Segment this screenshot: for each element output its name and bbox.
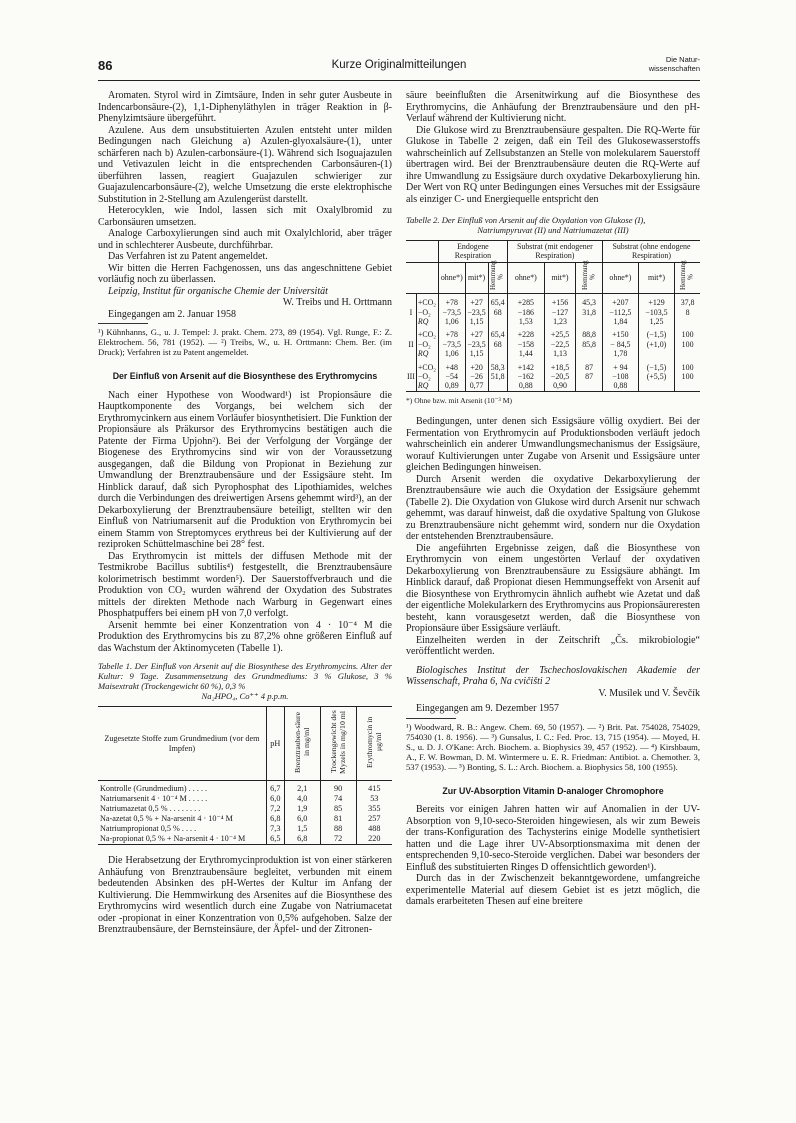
table1-cell: 7,3 bbox=[266, 824, 284, 834]
table1-cell: 6,5 bbox=[266, 834, 284, 845]
table2-cell: 65,4 bbox=[488, 326, 507, 339]
table-row bbox=[98, 834, 392, 845]
journal-name bbox=[649, 56, 700, 73]
table1-cell: 53 bbox=[356, 794, 392, 804]
table-row bbox=[406, 294, 700, 308]
table2-sub-header: ohne*) bbox=[507, 262, 544, 293]
affiliation-2: Biologisches Institut der Tschechoslovakischen Akademie der Wissenschaft, Praha 6, Na cvičišti 2 bbox=[406, 664, 700, 688]
table2-cell bbox=[488, 317, 507, 326]
table1-cell: 85 bbox=[320, 804, 356, 814]
table1-header-brenztrauben: Brenztrauben-säure in mg/ml bbox=[293, 711, 312, 773]
table1-cell: 257 bbox=[356, 814, 392, 824]
paragraph-bitten: Wir bitten die Herren Fachgenossen, uns das angeschnittene Gebiet vorläufig noch zu überlassen. bbox=[98, 262, 392, 285]
table2-cell: +25,5 bbox=[544, 326, 575, 339]
right-column bbox=[406, 90, 700, 908]
table2-cell: RQ bbox=[416, 381, 438, 391]
table2-header-endogene: Endogene Respiration bbox=[438, 241, 507, 263]
table2-caption bbox=[406, 215, 700, 235]
table2-sub-header-row bbox=[406, 262, 700, 293]
footnote-rule bbox=[406, 718, 456, 719]
table2-sub-header: mit*) bbox=[638, 262, 674, 293]
table2-cell: −73,5 bbox=[438, 308, 465, 317]
table1-header-ph: pH bbox=[266, 707, 284, 781]
left-column bbox=[98, 90, 392, 936]
table1-cell: 488 bbox=[356, 824, 392, 834]
table1-cell: 7,2 bbox=[266, 804, 284, 814]
table2-cell: 85,8 bbox=[576, 340, 603, 349]
table2-cell: 100 bbox=[675, 359, 700, 372]
table2-cell bbox=[488, 349, 507, 358]
paragraph-r3: Bedingungen, unter denen sich Essigsäure völlig oxydiert. Bei der Fermentation von Erythromycin auf Produktionsboden verläuft jedoch wahrscheinlich ein anderer Umwandlungsmechanismus der Essigsäure, worauf Kultivierungen unter Zugabe von Arsenit und Essigsäure unter gleichen Bedingungen hinweisen. bbox=[406, 416, 700, 474]
table2-sub-header: Hemmung % bbox=[489, 260, 505, 290]
paragraph-e3: Arsenit hemmte bei einer Konzentration von 4 · 10⁻⁴ M die Produktion des Erythromycins bis zu 87,2% ohne größeren Einfluß auf das Wachstum der Aktinomyceten (Tabelle 1). bbox=[98, 619, 392, 654]
table-row bbox=[406, 372, 700, 381]
table2-cell: −23,5 bbox=[465, 340, 488, 349]
table2-cell: +228 bbox=[507, 326, 544, 339]
table2-cell: +78 bbox=[438, 326, 465, 339]
table1-cell: 81 bbox=[320, 814, 356, 824]
table2-cell: −186 bbox=[507, 308, 544, 317]
table2-cell: (+5,5) bbox=[638, 372, 674, 381]
table2-cell: 1,06 bbox=[438, 317, 465, 326]
table2-cell bbox=[576, 381, 603, 391]
table2-caption-line2: Natriumpyruvat (II) und Natriumazetat (III) bbox=[477, 225, 629, 235]
paragraph-e2: Das Erythromycin ist mittels der diffusen Methode mit der Testmikrobe Bacillus subtilis⁴) festgestellt, die Brenztraubensäure kolorimetrisch bestimmt worden⁵). Der Sauerstoffverbrauch und die Produktion von CO₂ wurden während der Oxydation des Substrates mittels der direkten Methode nach Warburg in Gegenwart eines Phosphatpuffers bei einem pH von 7,0 verfolgt. bbox=[98, 550, 392, 619]
paragraph-azulene: Azulene. Aus dem unsubstituierten Azulen entsteht unter milden Bedingungen nach Gleichung a) Azulen-glyoxalsäure-(1), unter schärferen nach b) Azulen-carbonsäure-(1). Während sich Isoguajazulen und Vetivazulen leicht in die entsprechenden Carbonsäuren-(1) überführen lassen, reagiert Guajazulen schwieriger zur Guajazulencarbonsäure-(2), welche Umsetzung die erste elektrophische Substitution in 2-Stellung am Azulengerüst darstellt. bbox=[98, 124, 392, 205]
paragraph-analoge: Analoge Carboxylierungen sind auch mit Oxalylchlorid, aber träger und in schlechterer Ausbeute, durchführbar. bbox=[98, 228, 392, 251]
table2-sub-header: Hemmung % bbox=[679, 260, 695, 290]
table2-cell: RQ bbox=[416, 349, 438, 358]
table2-cell: 0,88 bbox=[602, 381, 638, 391]
table1-cell: 2,1 bbox=[284, 781, 320, 795]
table1-cell: Na-azetat 0,5 % + Na-arsenit 4 · 10⁻⁴ M bbox=[100, 814, 233, 823]
table2-cell bbox=[638, 349, 674, 358]
page-header bbox=[98, 55, 700, 78]
paragraph-r5: Die angeführten Ergebnisse zeigen, daß die Biosynthese von Erythromycin von einem ungestörten Verlauf der oxydativen Dekarboxylierung von Brenztraubensäure zu Essigsäure abhängt. Im Hinblick darauf, daß Propionat diesen Hemmungseffekt von Arsenit auf die Biosynthese von Erythromycin ähnlich aufhebt wie Azetat und daß der eigentliche Molekularkern des Erythromycins aus Propionsäureresten besteht, kann vorausgesetzt werden, daß die Biosynthese von Propionsäure über Essigsäure verläuft. bbox=[406, 542, 700, 635]
table1-header-stoffe: Zugesetzte Stoffe zum Grundmedium (vor dem Impfen) bbox=[98, 707, 266, 781]
paragraph-e4: Die Herabsetzung der Erythromycinproduktion ist von einer stärkeren Anhäufung von Brenztraubensäure begleitet, verbunden mit einem bedeutenden Absinken des pH-Wertes der Kultur im Anfang der Kultivierung. Die Hemmwirkung des Arsenites auf die Biosynthese des Erythromycins wird wesentlich durch eine Zugabe von Natriumacetat oder -propionat in einer Konzentration von 0,5% aufgehoben. Salze der Brenztraubensäure, der Bernsteinsäure, der Äpfel- und der Zitronen- bbox=[98, 855, 392, 935]
table1-cell: 1,9 bbox=[284, 804, 320, 814]
table2-cell: −127 bbox=[544, 308, 575, 317]
table-row bbox=[98, 824, 392, 834]
page-number: 86 bbox=[98, 58, 113, 73]
table1-cell: 220 bbox=[356, 834, 392, 845]
table2-cell: + 94 bbox=[602, 359, 638, 372]
authors-1: W. Treibs und H. Orttmann bbox=[282, 297, 392, 308]
table2-cell: +48 bbox=[438, 359, 465, 372]
table2-cell: +27 bbox=[465, 326, 488, 339]
table2-group-label: III bbox=[407, 372, 415, 382]
table2-cell: +CO₂ bbox=[416, 294, 438, 308]
table2-cell: −23,5 bbox=[465, 308, 488, 317]
table2-cell: −162 bbox=[507, 372, 544, 381]
table2-cell: 0,77 bbox=[465, 381, 488, 391]
table2-cell: 51,8 bbox=[488, 372, 507, 381]
table1-cell: Na-propionat 0,5 % + Na-arsenit 4 · 10⁻⁴ M bbox=[100, 834, 246, 843]
table1-cell: 355 bbox=[356, 804, 392, 814]
table2-cell: 8 bbox=[675, 308, 700, 317]
table1-cell: 6,0 bbox=[266, 794, 284, 804]
table2-cell: 1,15 bbox=[465, 317, 488, 326]
table1-cell: 6,8 bbox=[284, 834, 320, 845]
table2-cell: 87 bbox=[576, 372, 603, 381]
table2-group-label: I bbox=[409, 307, 413, 317]
paragraph-r2: Die Glukose wird zu Brenztraubensäure gespalten. Die RQ-Werte für Glukose in Tabelle 2 zeigen, daß ein Teil des Glukosewasserstoffs wahrscheinlich auf Zellsubstanzen an Stelle von molekularem Sauerstoff übertragen wird. Bei der Brenztraubensäure deuten die RQ-Werte auf ihre Umwandlung zu Essigsäure durch oxydative Dekarboxylierung hin. Der Wert von RQ unter Bedingungen eines Versuches mit der Essigsäure als einziger C- und Energiequelle entspricht den bbox=[406, 124, 700, 205]
table1-cell: 72 bbox=[320, 834, 356, 845]
table2-header-substrat-mit: Substrat (mit endogener Respiration) bbox=[507, 241, 602, 263]
footnotes-2: ¹) Woodward, R. B.: Angew. Chem. 69, 50 (1957). — ²) Brit. Pat. 754028, 754029, 754030 (1. 8. 1956). — ³) Gunsalus, I. C.: Fed. Proc. 13, 715 (1954). — Moyed, H. S., u. D. J. O'Kane: Arch. Biochem. a. Biophysics 39, 457 (1952). — ⁴) Kirshbaum, A., F. W. Bowman, D. M. Wintermere u. E. R. Friedman: Antibiot. a. Chemother. 3, 537 (1953). — ⁵) Bonting, S. L.: Arch. Biochem. a. Biophysics 58, 100 (1955). bbox=[406, 721, 700, 772]
table-row bbox=[406, 359, 700, 372]
footnote-rule bbox=[98, 323, 148, 324]
table2-sub-header: ohne*) bbox=[438, 262, 465, 293]
table2-cell: −O₂ bbox=[416, 372, 438, 381]
table1 bbox=[98, 706, 392, 845]
paragraph-e1: Nach einer Hypothese von Woodward¹) ist Propionsäure die Hauptkomponente des Vorgangs, bei welchem sich der Erythromycinkern aus einem Vorläufer biosynthetisiert. Die Funktion der Propionsäure als Präkursor des Erythromycins bestätigen auch die Patente der Firma Upjohn²). Bei der Verfolgung der Vorgänge der Biogenese des Erythromycins sind wir von der Voraussetzung ausgegangen, daß die Bildung von Propionat in Beziehung zur Umwandlung der Brenztraubensäure und der Essigsäure steht. Im Hinblick darauf, daß sich Pyrophosphat des Lipothiamides, welches durch die Verbindungen des dreiwertigen Arsens gehemmt wird³), an der Dekarboxylierung der Brenztraubensäure beteiligt, stellten wir den Einfluß von Natriumarsenit auf die Produktion von Erythromycin bei einem Stamm von Streptomyces erythreus bei der Kultivierung auf der reziproken Schüttelmaschine bei 28° fest. bbox=[98, 389, 392, 550]
paragraph-r7: Bereits vor einigen Jahren hatten wir auf Anomalien in der UV-Absorption von 9,10-seco-Steroiden hingewiesen, als wir zum Beweis der trans-Konfiguration des Tachysterins einige Modelle synthetisiert hatten und die Lage ihrer UV-Absorptionsmaxima mit denen der entsprechenden 9,10-seco-Steroide verglichen. Dabei war besonders der Einfluß des substituierten Ringes D offensichtlich geworden¹). bbox=[406, 804, 700, 873]
table2-header-substrat-ohne: Substrat (ohne endogene Respiration) bbox=[602, 241, 700, 263]
table2-cell bbox=[638, 381, 674, 391]
table1-cell: Natriumpropionat 0,5 % . . . . bbox=[100, 824, 197, 833]
table2-cell: +156 bbox=[544, 294, 575, 308]
table2-sub-header: mit*) bbox=[465, 262, 488, 293]
table1-cell: 415 bbox=[356, 781, 392, 795]
table2-cell: 1,25 bbox=[638, 317, 674, 326]
table2-cell: 100 bbox=[675, 326, 700, 339]
table2-cell: −73,5 bbox=[438, 340, 465, 349]
table1-cell: 6,7 bbox=[266, 781, 284, 795]
table2-sub-header: ohne*) bbox=[602, 262, 638, 293]
table2-cell: 0,88 bbox=[507, 381, 544, 391]
table1-header-row bbox=[98, 707, 392, 781]
table-row bbox=[98, 804, 392, 814]
table2-sub-header: Hemmung % bbox=[580, 260, 597, 290]
table2-cell: +20 bbox=[465, 359, 488, 372]
table-row bbox=[406, 381, 700, 391]
table-row bbox=[98, 794, 392, 804]
table2-cell bbox=[675, 349, 700, 358]
table2-cell: 0,90 bbox=[544, 381, 575, 391]
table2-cell: +18,5 bbox=[544, 359, 575, 372]
table2-cell: 100 bbox=[675, 340, 700, 349]
table2-cell: −112,5 bbox=[602, 308, 638, 317]
table2-cell: +142 bbox=[507, 359, 544, 372]
table2-cell: −22,5 bbox=[544, 340, 575, 349]
table2-cell: 0,89 bbox=[438, 381, 465, 391]
table2-cell: −O₂ bbox=[416, 340, 438, 349]
table2-cell: 87 bbox=[576, 359, 603, 372]
table2-cell bbox=[576, 317, 603, 326]
paragraph-r4: Durch Arsenit werden die oxydative Dekarboxylierung der Brenztraubensäure wie auch die Oxydation der Essigsäure gehemmt (Tabelle 2). Die Oxydation von Glukose wird durch Arsenit nur schwach gehemmt, was darauf hinweist, daß die oxydative Spaltung von Glukose zu Brenztraubensäure nicht gehemmt wird, sondern nur die Oxydation der entstehenden Brenztraubensäure. bbox=[406, 473, 700, 543]
table2-cell: 58,3 bbox=[488, 359, 507, 372]
table2-cell: 37,8 bbox=[675, 294, 700, 308]
table1-caption bbox=[98, 661, 392, 701]
section-heading-uv-absorption: Zur UV-Absorption Vitamin D-analoger Chromophore bbox=[442, 785, 664, 796]
table1-cell: Kontrolle (Grundmedium) . . . . . bbox=[100, 784, 208, 793]
table2-cell: −26 bbox=[465, 372, 488, 381]
table-row bbox=[406, 308, 700, 317]
table2-cell: 45,3 bbox=[576, 294, 603, 308]
table2-cell: −20,5 bbox=[544, 372, 575, 381]
table1-caption-line: Na₂HPO₄, Co⁺⁺ 4 p.p.m. bbox=[201, 691, 289, 701]
table2-cell: 88,8 bbox=[576, 326, 603, 339]
table2-cell: (−1,5) bbox=[638, 359, 674, 372]
table1-cell: 6,0 bbox=[284, 814, 320, 824]
received-date-1: Eingegangen am 2. Januar 1958 bbox=[108, 308, 237, 320]
table2-cell: +129 bbox=[638, 294, 674, 308]
table2-cell: 1,44 bbox=[507, 349, 544, 358]
table1-cell: 88 bbox=[320, 824, 356, 834]
table2-cell: 1,23 bbox=[544, 317, 575, 326]
table2-cell: +207 bbox=[602, 294, 638, 308]
table1-header-erythromycin: Erythromycin in μg/ml bbox=[365, 716, 384, 768]
table2-cell: (+1,0) bbox=[638, 340, 674, 349]
table1-cell: 1,5 bbox=[284, 824, 320, 834]
table2-cell bbox=[675, 317, 700, 326]
table2-cell: 68 bbox=[488, 308, 507, 317]
table2-sub-header: mit*) bbox=[544, 262, 575, 293]
table2-group-label: II bbox=[408, 339, 414, 349]
table1-cell: 90 bbox=[320, 781, 356, 795]
table2-cell: − 84,5 bbox=[602, 340, 638, 349]
table-row bbox=[406, 340, 700, 349]
footnotes-1: ¹) Kühnhanns, G., u. J. Tempel: J. prakt. Chem. 273, 89 (1954). Vgl. Runge, F.: Z. Elektrochem. 56, 781 (1952). — ²) Treibs, W., u. H. Orttmann: Chem. Ber. (im Druck); Verfahren ist zu Patent angemeldet. bbox=[98, 327, 392, 357]
table-row bbox=[98, 814, 392, 824]
table2-cell: −158 bbox=[507, 340, 544, 349]
table2-cell: 1,53 bbox=[507, 317, 544, 326]
table2-cell: 100 bbox=[675, 372, 700, 381]
table2-footnote: *) Ohne bzw. mit Arsenit (10⁻³ M) bbox=[406, 395, 512, 405]
received-date-2: Eingegangen am 9. Dezember 1957 bbox=[416, 703, 560, 715]
table2-cell: (−1,5) bbox=[638, 326, 674, 339]
table2-cell: 68 bbox=[488, 340, 507, 349]
table2-caption-line1: Tabelle 2. Der Einfluß von Arsenit auf die Oxydation von Glukose (I), bbox=[406, 215, 646, 225]
table2-cell: RQ bbox=[416, 317, 438, 326]
header-rule bbox=[98, 80, 700, 81]
paragraph-r6: Einzelheiten werden in der Zeitschrift „Čs. mikrobiologie“ veröffentlicht werden. bbox=[406, 634, 700, 658]
table2-cell: −108 bbox=[602, 372, 638, 381]
table2-cell bbox=[675, 381, 700, 391]
table1-cell: Natriumarsenit 4 · 10⁻⁴ M . . . . . bbox=[100, 794, 208, 803]
table2-cell: +150 bbox=[602, 326, 638, 339]
table2-cell: +CO₂ bbox=[416, 326, 438, 339]
paragraph-aromaten: Aromaten. Styrol wird in Zimtsäure, Inden in sehr guter Ausbeute in Indencarbonsäure-(2), 1,1-Diphenyläthylen in träger Reaktion in β-Phenylzimtsäure übergeführt. bbox=[98, 90, 392, 124]
table-row bbox=[406, 326, 700, 339]
table2-cell: 1,15 bbox=[465, 349, 488, 358]
table2-cell bbox=[488, 381, 507, 391]
table2-cell: +CO₂ bbox=[416, 359, 438, 372]
table2-cell: 1,06 bbox=[438, 349, 465, 358]
running-title: Kurze Originalmitteilungen bbox=[331, 59, 467, 71]
table2-cell: −O₂ bbox=[416, 308, 438, 317]
paragraph-r1: säure beeinflußten die Arsenitwirkung auf die Biosynthese des Erythromycins, die Anhäufung der Brenztraubensäure und den pH-Verlauf während der Kultivierung nicht. bbox=[406, 90, 700, 124]
table2-cell: +27 bbox=[465, 294, 488, 308]
table-row bbox=[406, 317, 700, 326]
authors-2: V. Musílek und V. Ševčík bbox=[598, 687, 700, 699]
table2-cell: 1,78 bbox=[602, 349, 638, 358]
table-row bbox=[98, 781, 392, 795]
table1-cell: 4,0 bbox=[284, 794, 320, 804]
journal-name-line2: wissenschaften bbox=[648, 63, 700, 73]
table2-cell: −54 bbox=[438, 372, 465, 381]
table2-cell: −103,5 bbox=[638, 308, 674, 317]
table2-cell: +78 bbox=[438, 294, 465, 308]
table2-cell: 65,4 bbox=[488, 294, 507, 308]
table2-cell: 1,84 bbox=[602, 317, 638, 326]
journal-name-line1: Die Natur- bbox=[665, 55, 700, 64]
table2 bbox=[406, 240, 700, 392]
table2-cell: 31,8 bbox=[576, 308, 603, 317]
table2-group-header-row bbox=[406, 241, 700, 263]
table1-cell: 74 bbox=[320, 794, 356, 804]
paragraph-heterocyklen: Heterocyklen, wie Indol, lassen sich mit Oxalylbromid zu Carbonsäuren umsetzen. bbox=[98, 205, 392, 228]
section-heading-erythromycin: Der Einfluß von Arsenit auf die Biosynthese des Erythromycins bbox=[112, 371, 378, 381]
table1-cell: Natriumazetat 0,5 % . . . . . . . . bbox=[100, 804, 201, 813]
table2-cell bbox=[576, 349, 603, 358]
table1-header-trockengewicht: Trockengewicht des Myzels in mg/10 ml bbox=[329, 710, 348, 774]
table1-cell: 6,8 bbox=[266, 814, 284, 824]
table1-caption-text: Tabelle 1. Der Einfluß von Arsenit auf die Biosynthese des Erythromycins. Alter der Kultur: 9 Tage. Zusammensetzung des Grundmediums: 3 % Glukose, 3 % Maisextrakt (Trockengewicht 60 %), 0,3 % bbox=[98, 661, 392, 691]
table2-cell: 1,13 bbox=[544, 349, 575, 358]
paragraph-r8: Durch das in der Zwischenzeit bekanntgewordene, umfangreiche experimentelle Material auf diesem Gebiet ist es jetzt möglich, die damals erarbeiteten Thesen auf eine breitere bbox=[406, 873, 700, 908]
paragraph-patent: Das Verfahren ist zu Patent angemeldet. bbox=[108, 251, 268, 262]
table-row bbox=[406, 349, 700, 358]
affiliation-1: Leipzig, Institut für organische Chemie der Universität bbox=[108, 285, 328, 297]
table2-cell: +285 bbox=[507, 294, 544, 308]
